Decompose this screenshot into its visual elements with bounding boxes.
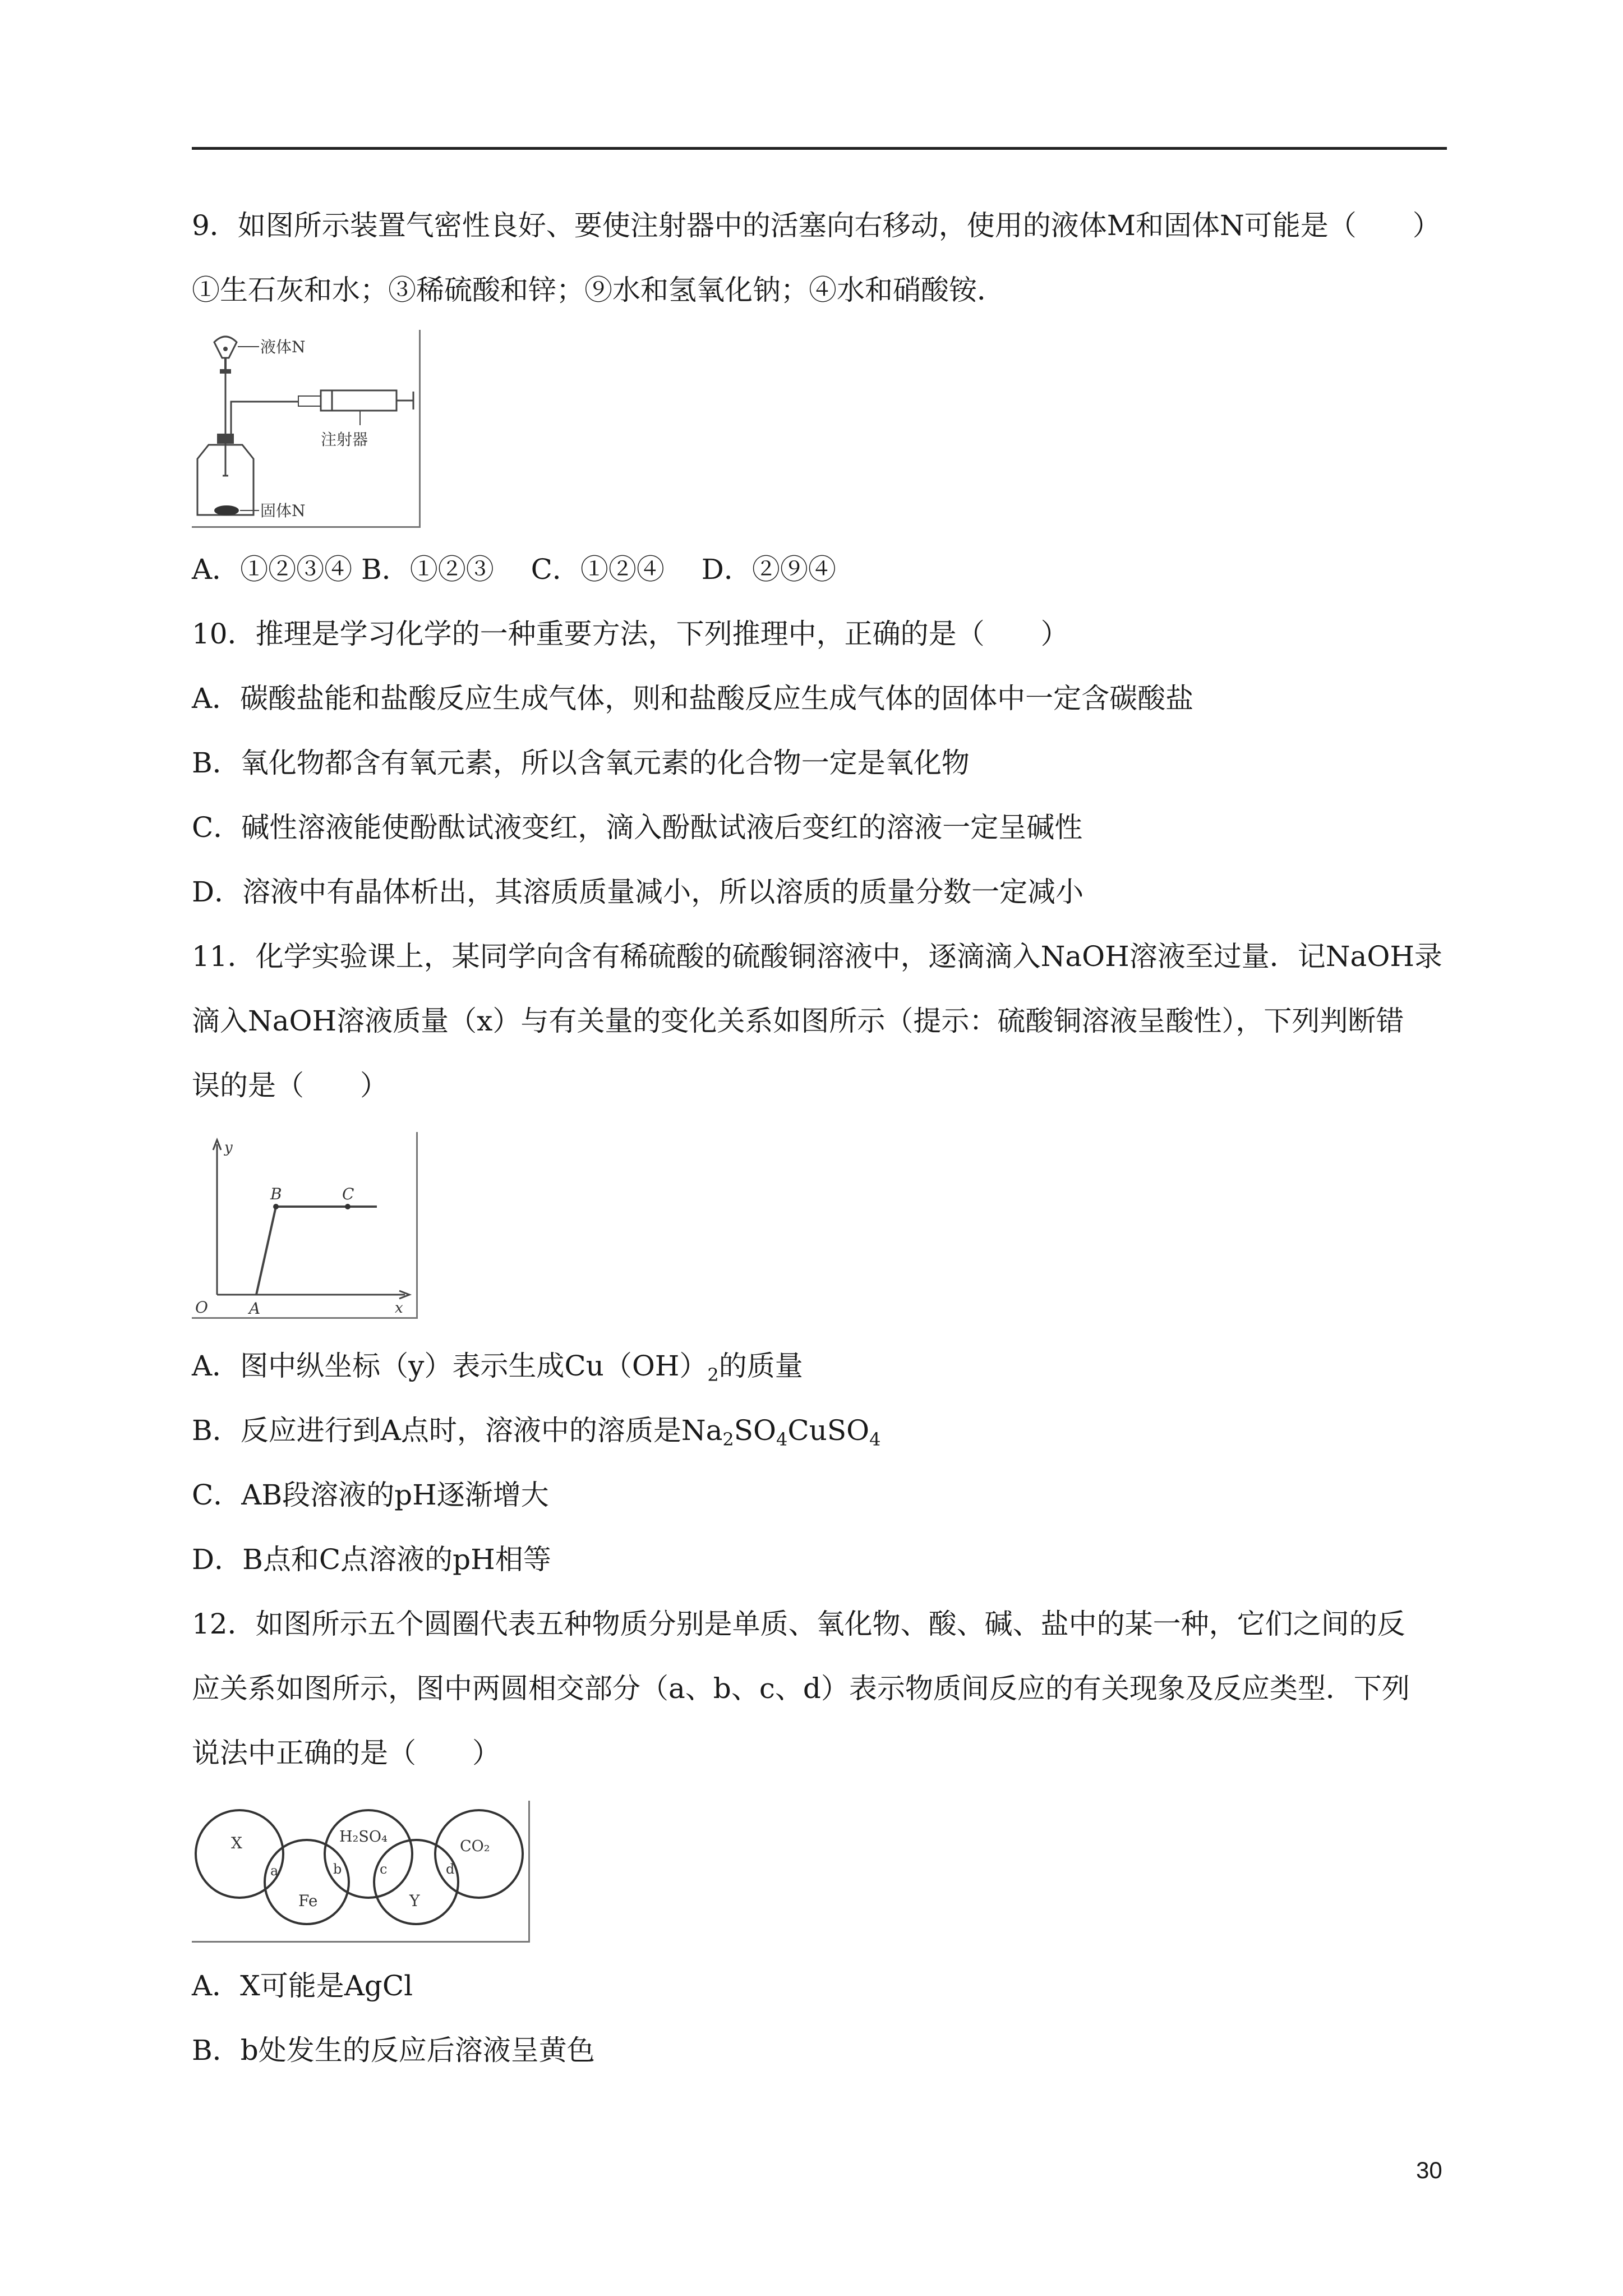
q12-circles-figure <box>192 1801 530 1943</box>
q11-option-d: D．B点和C点溶液的pH相等 <box>192 1543 551 1576</box>
region-c-label: c <box>380 1861 388 1877</box>
q11-stem-line2: 滴入NaOH溶液质量（x）与有关量的变化关系如图所示（提示：硫酸铜溶液呈酸性），下列判断错 <box>192 1005 1404 1037</box>
circle-y-label: Y <box>409 1892 420 1910</box>
region-d-label: d <box>446 1861 455 1877</box>
q10-option-d: D．溶液中有晶体析出，其溶质质量减小，所以溶质的质量分数一定减小 <box>192 876 1084 908</box>
q11-option-b: B．反应进行到A点时，溶液中的溶质是$Na_2SO_4CuSO_4$ <box>192 1414 881 1450</box>
q12-stem-line3: 说法中正确的是（ ） <box>192 1737 500 1769</box>
q12-option-b: B．b处发生的反应后溶液呈黄色 <box>192 2034 595 2067</box>
q9-apparatus-figure <box>192 330 421 528</box>
liquid-label: 液体N <box>260 338 306 356</box>
q11-stem-line1: 11．化学实验课上，某同学向含有稀硫酸的硫酸铜溶液中，逐滴滴入NaOH溶液至过量．记NaOH录 <box>192 940 1442 973</box>
region-b-label: b <box>333 1861 342 1877</box>
q12-option-a: A．X可能是AgCl <box>192 1970 413 2002</box>
q11-stem-line3: 误的是（ ） <box>192 1069 388 1102</box>
q11-graph-figure <box>192 1132 418 1319</box>
circle-x-label: X <box>231 1834 242 1852</box>
q10-option-b: B．氧化物都含有氧元素，所以含氧元素的化合物一定是氧化物 <box>192 747 970 779</box>
q12-stem-line2: 应关系如图所示，图中两圆相交部分（a、b、c、d）表示物质间反应的有关现象及反应类型．下列 <box>192 1672 1410 1705</box>
q9-answers: A．①②③④ B．①②③ C．①②④ D．②⑨④ <box>192 553 836 586</box>
q12-stem-line1: 12．如图所示五个圆圈代表五种物质分别是单质、氧化物、酸、碱、盐中的某一种，它们之间的反 <box>192 1608 1405 1640</box>
q10-option-a: A．碳酸盐能和盐酸反应生成气体，则和盐酸反应生成气体的固体中一定含碳酸盐 <box>192 682 1194 715</box>
syringe-label: 注射器 <box>321 430 368 449</box>
point-a-label: A <box>249 1299 261 1317</box>
point-c-label: C <box>342 1185 354 1203</box>
point-b-label: B <box>270 1185 282 1203</box>
origin-label: O <box>195 1298 208 1317</box>
q11-option-a: A．图中纵坐标（y）表示生成$Cu(OH)_2$的质量 <box>192 1350 803 1386</box>
q11-option-c: C．AB段溶液的pH逐渐增大 <box>192 1479 549 1511</box>
circle-co2-label: CO₂ <box>460 1838 490 1855</box>
page-number: 30 <box>1416 2157 1442 2183</box>
circle-fe-label: Fe <box>298 1892 318 1910</box>
header-rule <box>192 147 1447 150</box>
solid-label: 固体N <box>260 501 306 520</box>
region-a-label: a <box>270 1863 279 1879</box>
q10-stem: 10．推理是学习化学的一种重要方法，下列推理中，正确的是（ ） <box>192 618 1069 650</box>
q9-stem: 9．如图所示装置气密性良好、要使注射器中的活塞向右移动，使用的液体M和固体N可能是（ ） <box>192 209 1441 242</box>
y-axis-label: y <box>224 1139 233 1156</box>
q9-options: ①生石灰和水；③稀硫酸和锌；⑨水和氢氧化钠；④水和硝酸铵． <box>192 274 1005 306</box>
x-axis-label: x <box>395 1300 403 1317</box>
circle-h2so4-label: H₂SO₄ <box>339 1828 388 1846</box>
q10-option-c: C．碱性溶液能使酚酞试液变红，滴入酚酞试液后变红的溶液一定呈碱性 <box>192 811 1083 844</box>
